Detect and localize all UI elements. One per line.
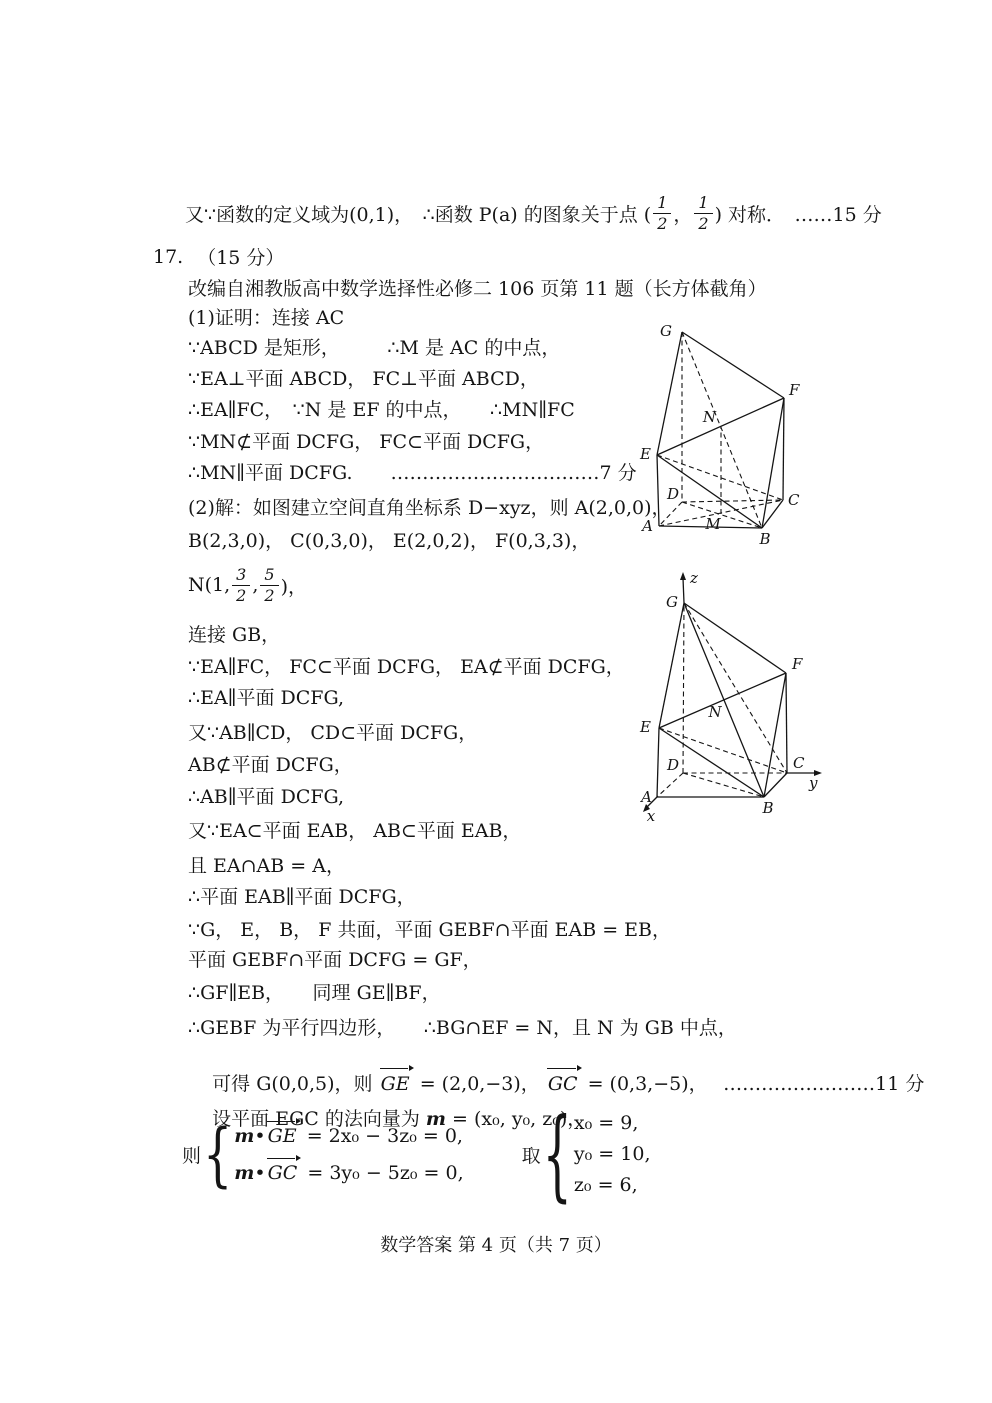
diagram1-label-N: N	[702, 408, 716, 426]
vec-seg2: = (0,3,−5)， ……………………11 分	[581, 1073, 925, 1095]
solution-line-7: AB⊄平面 DCFG，	[188, 754, 353, 776]
diagram1-label-A: A	[642, 517, 653, 535]
diagram2-label-N: N	[708, 703, 722, 721]
coordinate-system-diagram	[635, 568, 830, 823]
q16-text-post: ) 对称． ……15 分	[714, 203, 882, 226]
solution-line-9: 又∵EA⊂平面 EAB， AB⊂平面 EAB，	[188, 820, 522, 842]
diagram2-label-x: x	[646, 807, 656, 823]
then-label: 则	[182, 1144, 202, 1167]
proof-line-3: ∵EA⊥平面 ABCD， FC⊥平面 ABCD，	[188, 368, 539, 390]
vec-seg1: = (2,0,−3)，	[413, 1073, 546, 1095]
solution-line-4: ∵EA∥FC， FC⊂平面 DCFG， EA⊄平面 DCFG，	[188, 656, 625, 678]
vector-GE: GE	[267, 1124, 297, 1147]
solution-line-6: 又∵AB∥CD， CD⊂平面 DCFG，	[188, 722, 478, 744]
solutions-column	[574, 1112, 651, 1196]
fraction-three-halves: $\frac{3}{2}$	[232, 566, 250, 605]
left-brace: {	[542, 1095, 572, 1213]
point-n-line	[188, 560, 307, 610]
solution-y0: y₀ = 10,	[573, 1143, 651, 1165]
solution-line-8: ∴AB∥平面 DCFG,	[188, 786, 345, 808]
q17-number: 17.	[153, 245, 184, 268]
take-label: 取	[521, 1144, 541, 1167]
equations-column	[234, 1125, 463, 1184]
q17-source-note: 改编自湘教版高中数学选择性必修二 106 页第 11 题（长方体截角）	[188, 278, 767, 300]
solution-line-15: ∴GEBF 为平行四边形， ∴BG∩EF = N，且 N 为 GB 中点，	[188, 1017, 737, 1039]
diagram2-label-y: y	[809, 774, 818, 792]
edge-GE	[659, 603, 684, 728]
edge-EA	[657, 728, 659, 797]
q16-text-mid: ∴函数 P(a) 的图象关于点 (	[422, 203, 652, 226]
z-axis	[683, 578, 684, 603]
solution-line-14: ∴GF∥EB， 同理 GE∥BF，	[188, 982, 441, 1004]
solution-line-2: B(2,3,0)， C(0,3,0)， E(2,0,2)， F(0,3,3)，	[188, 530, 591, 552]
diagram2-label-E: E	[640, 718, 651, 736]
diagram1-label-G: G	[660, 322, 672, 340]
vec-pre: 可得 G(0,0,5)，则	[212, 1073, 379, 1095]
left-brace: {	[203, 1113, 233, 1195]
vector-GC: GC	[267, 1161, 298, 1184]
proof-line-6: ∴MN∥平面 DCFG. ……………………………7 分	[188, 462, 637, 484]
proof-line-5: ∵MN⊄平面 DCFG， FC⊂平面 DCFG，	[188, 431, 545, 453]
z-axis-arrow	[680, 572, 686, 580]
diagonal-DB	[683, 773, 764, 797]
diagonal-DB	[682, 502, 762, 528]
edge-DG-axis	[683, 603, 684, 773]
diagram2-label-F: F	[792, 655, 803, 673]
q16-conclusion-line	[185, 188, 882, 238]
segment-GC	[684, 603, 787, 773]
solution-line-5: ∴EA∥平面 DCFG,	[188, 687, 344, 709]
edge-GE	[657, 332, 682, 455]
n-pre: N(1,	[188, 574, 231, 596]
edge-GF	[682, 332, 784, 398]
edge-EA	[657, 455, 659, 526]
equation-system	[182, 1095, 651, 1213]
fraction-one-half: $\frac{1}{2}$	[653, 194, 671, 233]
edge-BF	[762, 398, 784, 528]
diagram1-label-D: D	[666, 485, 679, 503]
proof-line-2: ∵ABCD 是矩形， ∴M 是 AC 的中点，	[188, 337, 561, 359]
n-comma: ,	[252, 574, 259, 596]
vector-GE: GE	[380, 1073, 410, 1095]
solution-line-3: 连接 GB，	[188, 624, 281, 646]
solid-figure-diagram	[625, 315, 815, 550]
diagram2-label-B: B	[762, 799, 774, 817]
diagram1-label-M: M	[705, 515, 721, 533]
diagram2-label-G: G	[666, 593, 678, 611]
normal-post: = (x₀, y₀, z₀)，	[446, 1108, 587, 1130]
fraction-one-half: $\frac{1}{2}$	[694, 194, 712, 233]
vector-m-bold: m	[425, 1108, 446, 1130]
segment-GB	[684, 603, 764, 797]
solution-line-10: 且 EA∩AB = A，	[188, 855, 345, 877]
n-post: )，	[280, 575, 308, 598]
page-footer: 数学答案 第 4 页（共 7 页）	[380, 1235, 612, 1256]
q17-heading	[153, 243, 284, 270]
proof-line-4: ∴EA∥FC， ∵N 是 EF 的中点， ∴MN∥FC	[188, 399, 575, 421]
diagram2-label-A: A	[641, 788, 652, 806]
edge-DC	[682, 500, 783, 502]
edge-EF	[659, 673, 786, 728]
edge-DA	[657, 773, 683, 797]
equation-2: m• GC = 3y₀ − 5z₀ = 0,	[234, 1161, 464, 1184]
solution-x0: x₀ = 9,	[573, 1112, 639, 1134]
edge-GF	[684, 603, 786, 673]
solution-line-12: ∵G， E， B， F 共面，平面 GEBF∩平面 EAB = EB，	[188, 919, 672, 941]
solution-line-13: 平面 GEBF∩平面 DCFG = GF，	[188, 949, 482, 971]
q16-text-pre: 又∵函数的定义域为(0,1)，	[185, 203, 423, 226]
diagram2-label-z: z	[690, 569, 698, 587]
edge-BC	[762, 500, 783, 528]
vector-GC: GC	[547, 1073, 578, 1095]
diagram1-label-E: E	[640, 445, 651, 463]
q16-comma: ，	[673, 203, 693, 226]
edge-CF	[786, 673, 787, 773]
edge-CF	[783, 398, 784, 500]
equation-1: m• GE = 2x₀ − 3z₀ = 0,	[234, 1124, 463, 1147]
q17-score: （15 分）	[197, 247, 285, 269]
diagram1-label-F: F	[789, 381, 800, 399]
solution-line-11: ∴平面 EAB∥平面 DCFG，	[188, 886, 416, 908]
edge-GB	[682, 332, 762, 528]
diagram1-label-B: B	[759, 530, 771, 548]
proof-line-1: (1)证明：连接 AC	[188, 307, 345, 329]
normal-pre: 设平面 EGC 的法向量为	[212, 1108, 426, 1130]
fraction-five-halves: $\frac{5}{2}$	[260, 566, 278, 605]
diagram2-label-C: C	[793, 754, 805, 772]
diagram1-label-C: C	[788, 491, 800, 509]
solution-line-1: (2)解：如图建立空间直角坐标系 D−xyz，则 A(2,0,0)，	[188, 497, 671, 519]
edge-EF	[657, 398, 784, 455]
solution-z0: z₀ = 6,	[573, 1174, 638, 1196]
diagram2-label-D: D	[666, 756, 679, 774]
